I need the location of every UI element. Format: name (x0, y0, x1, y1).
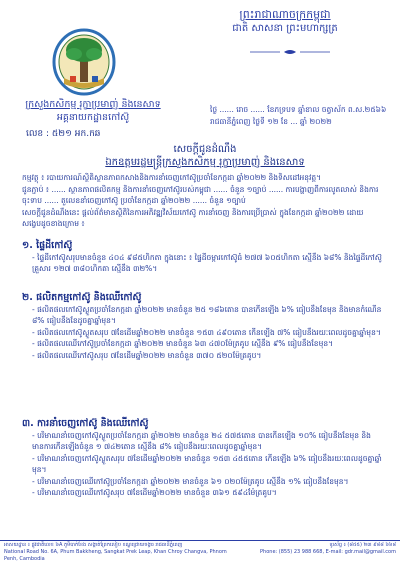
section1-text: - ផ្ទៃដីកៅស៊ូសរុបមានចំនួន ៤០៤ ៩៨៥ហិកតា ក្នុងនោះ ៖ ផ្ទៃដីចម្ការកៅស៊ូធំ ២៧៧ ៦០៥ហិកតា ស្មើនឹង ៦៨% និងផ្ទៃដីកៅស៊ូគ្រួសារ ១២៧ ៣៨០ហិកតា ស្មើនឹង ៣២%។ (32, 252, 382, 273)
section1-heading: ១. ផ្ទៃដីកៅស៊ូ (22, 240, 73, 251)
decorative-ornament (250, 40, 330, 46)
section2-heading: ២. ផលិតកម្មកៅស៊ូ និងឈើកៅស៊ូ (22, 292, 142, 303)
lunar-date: ថ្ងៃ ...... រោច ...... ខែភទ្របទ ឆ្នាំខាល ចត្វាស័ក ព.ស.២៥៦៦ (210, 105, 387, 114)
section2-item: - ផលិតផលឈើកៅស៊ូសរុប ៧ខែដើមឆ្នាំ២០២២ មានចំនួន ៣៧០ ៥២០ម៉ែត្រគូប។ (32, 350, 262, 360)
section3-heading: ៣. ការនាំចេញកៅស៊ូ និងឈើកៅស៊ូ (22, 418, 149, 429)
reference-label: លេខ : (26, 129, 50, 139)
kingdom-header (190, 8, 380, 36)
subject-line: កម្មវត្ថុ ៖ របាយការណ៍ស្ថិតិស្ថានភាពកសាងនិងការនាំចេញកៅស៊ូប្រចាំខែកក្កដា ឆ្នាំ២០២២ និងទិសដៅអនុវត្ត។ (22, 173, 322, 182)
intro-block (22, 172, 382, 230)
ministry-name (8, 98, 178, 124)
solar-date: រាជធានីភ្នំពេញ ថ្ងៃទី ១២ ខែ ... ឆ្នាំ ២០២២ (210, 117, 332, 126)
reference-number (26, 128, 101, 141)
kingdom-motto: ជាតិ សាសនា ព្រះមហាក្សត្រ (232, 23, 338, 34)
section2-item: - ផលិតផលកៅស៊ូស្ងួតប្រចាំខែកក្កដា ឆ្នាំ២០២២ មានចំនួន ២៥ ១៨៦តោន បានកើនឡើង ៦% ធៀបនឹងខែមុន និងមានកំណើន ៨% ធៀបនឹងខែដូចគ្នាឆ្នាំមុន។ (32, 304, 382, 325)
dateline (210, 104, 395, 128)
attachment-line: ជូនភ្ជាប់ ៖ ...... ស្ថានភាពផលិតកម្ម និងការនាំចេញកៅស៊ូរបស់កម្ពុជា ...... ចំនួន ១ច្បាប់ ...... ការបង្ហាញពីការលូតលាស់ និងការចុះទាប ...... តួលេខនាំចេញកៅស៊ូ ប្រចាំខែកក្កដា ឆ្នាំ២០២២ ...... ចំនួន ១ច្បាប់ (22, 184, 379, 205)
section3-item: - បរិមាណនាំចេញឈើកៅស៊ូសរុប ៧ខែដើមឆ្នាំ២០២២ មានចំនួន ៣៦១ ៥៩៤ម៉ែត្រគូប។ (32, 488, 277, 497)
section2-item: - ផលិតផលកៅស៊ូស្ងួតសរុប ៧ខែដើមឆ្នាំ២០២២ មានចំនួន ១៥៣ ៤៩០តោន កើនឡើង ៧% ធៀបនឹងរយៈពេលដូចគ្នាឆ្នាំមុន។ (32, 327, 381, 337)
section-production (22, 292, 382, 361)
ministry-name-line2: អគ្គនាយកដ្ឋានកៅស៊ូ (56, 112, 130, 123)
ministry-logo (50, 26, 118, 96)
footer-contact (250, 542, 396, 556)
section3-item: - បរិមាណនាំចេញកៅស៊ូស្ងួតសរុប ៧ខែដើមឆ្នាំ២០២២ មានចំនួន ១៥៣ ៤៥៥តោន កើនឡើង ៦% ធៀបនឹងរយៈពេលដូចគ្នាឆ្នាំមុន។ (32, 453, 382, 474)
footer-divider (0, 540, 400, 541)
footer-contact-english: Phone: (855) 23 988 668, E-mail: gdr.mail@gmail.com (260, 549, 396, 555)
section3-item: - បរិមាណនាំចេញឈើកៅស៊ូប្រចាំខែកក្កដា ឆ្នាំ២០២២ មានចំនួន ៦១ ០២០ម៉ែត្រគូប ស្មើនឹង ១% ធៀបនឹងខែមុន។ (32, 476, 349, 486)
title-line2: ឯកឧត្តមរដ្ឋមន្ត្រីក្រសួងកសិកម្ម រុក្ខាប្រមាញ់ និងនេសាទ (105, 157, 305, 168)
footer-phone-khmer: ទូរស័ព្ទ ៖ (៨៥៥) ២៣ ៩៨៨ ៦៦៨ (329, 542, 396, 548)
reference-value: ៥២១ (51, 129, 72, 139)
reference-suffix: អក.កឆ (74, 129, 101, 139)
section-land-area (22, 240, 382, 275)
section-exports (22, 418, 382, 499)
section2-item: - ផលិតផលឈើកៅស៊ូប្រចាំខែកក្កដា ឆ្នាំ២០២២ មានចំនួន ៦៣ ៤៧០ម៉ែត្រគូប ស្មើនឹង ៩% ធៀបនឹងខែមុន។ (32, 339, 334, 348)
title-line1: សេចក្តីជូនដំណឹង (173, 144, 237, 155)
ministry-name-line1: ក្រសួងកសិកម្ម រុក្ខាប្រមាញ់ និងនេសាទ (25, 99, 161, 110)
document-title (40, 143, 370, 169)
footer-address-khmer: អាសយដ្ឋាន ៖ ផ្លូវជាតិលេខ ៦A ភូមិបាក់ខែង សង្កាត់ព្រែកលៀប ខណ្ឌជ្រោយចង្វារ រាជធានីភ្នំពេញ (4, 542, 183, 548)
kingdom-title: ព្រះរាជាណាចក្រកម្ពុជា (239, 8, 331, 21)
footer-address-english: National Road No. 6A, Phum Bakkheng, Sangkat Prek Leap, Khan Chroy Changva, Phnom Penh, Cambodia (4, 549, 227, 562)
intro-paragraph: សេចក្តីជូនដំណឹងនេះ ផ្តល់ព័ត៌មានស្ថិតិនៃការអភិវឌ្ឍវិស័យកៅស៊ូ ការនាំចេញ និងការប្រើប្រាស់ ក្នុងខែកក្កដា ឆ្នាំ២០២២ ដោយសង្ខេបដូចខាងក្រោម ៖ (22, 207, 364, 228)
section3-item: - បរិមាណនាំចេញកៅស៊ូស្ងួតប្រចាំខែកក្កដា ឆ្នាំ២០២២ មានចំនួន ២៤ ៥៧៥តោន បានកើនឡើង ១០% ធៀបនឹងខែមុន និងមានការកើនឡើងចំនួន ១ ៧៤២តោន ស្មើនឹង ៨% ធៀបនឹងរយៈពេលដូចគ្នាឆ្នាំមុន។ (32, 430, 371, 451)
